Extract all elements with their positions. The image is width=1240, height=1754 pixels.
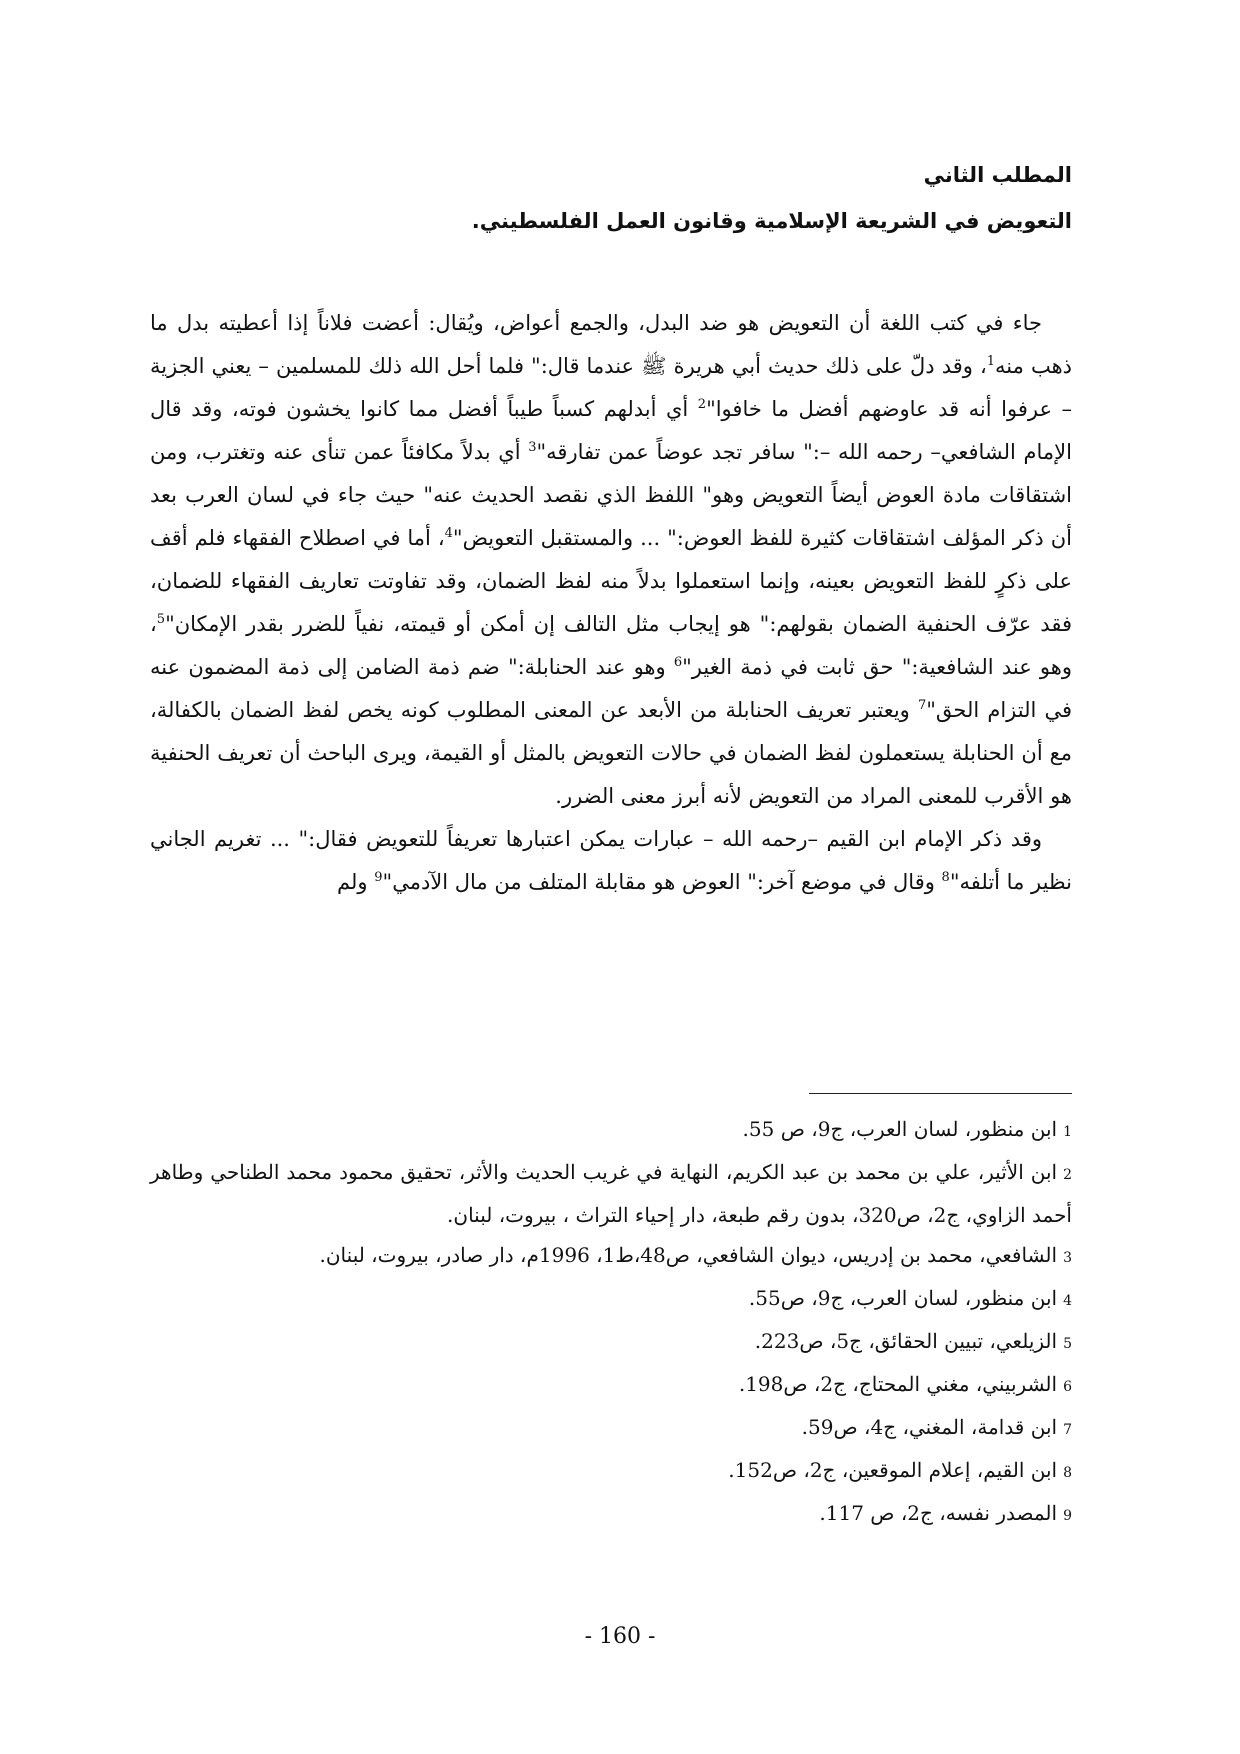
paragraph-text: ، وهو عند الشافعية:" حق ثابت في ذمة الغير" [150,612,1072,679]
footnote [150,1407,1072,1450]
footnote [150,1278,1072,1321]
footnote-number: 5 [1063,1336,1072,1352]
footnote [150,1321,1072,1364]
footnote-ref[interactable]: 7 [917,698,927,713]
footnote-number: 9 [1063,1508,1072,1524]
footnote-ref[interactable]: 3 [528,440,537,455]
footnote-number: 4 [1063,1293,1072,1309]
paragraph-text: ، أما في اصطلاح الفقهاء فلم أقف على ذكرٍ للفظ التعويض بعينه، وإنما استعملوا بدلاً منه لفظ الضمان، وقد تفاوتت تعاريف الفقهاء للضمان، فقد عرّف الحنفية الضمان بقولهم:" هو إيجاب مثل التالف إن أمكن أو قيمته، نفياً للضرر بقدر الإمكان" [150,526,1072,636]
footnote-ref[interactable]: 1 [986,354,996,369]
paragraph [150,302,1072,818]
footnote-text: ابن قدامة، المغني، ج4، ص59. [801,1415,1058,1439]
footnote-ref[interactable]: 9 [374,870,383,885]
footnote-number: 8 [1063,1465,1072,1481]
footnote-ref[interactable]: 6 [673,655,683,670]
footnote-number: 7 [1063,1422,1072,1438]
footnote-number: 3 [1063,1250,1072,1266]
footnote-text: الزيلعي، تبيين الحقائق، ج5، ص223. [754,1329,1058,1353]
footnote-ref[interactable]: 8 [941,870,950,885]
footnote [150,1493,1072,1536]
paragraph [150,818,1072,904]
paragraph-text: ويعتبر تعريف الحنابلة من الأبعد عن المعنى المطلوب كونه يخص لفظ الضمان بالكفالة، مع أن الحنابلة يستعملون لفظ الضمان في حالات التعويض بالمثل أو القيمة، ويرى الباحث أن تعريف الحنفية هو الأقرب للمعنى المراد من التعويض لأنه أبرز معنى الضرر. [150,698,1072,808]
footnote-number: 6 [1063,1379,1072,1395]
footnote-text: المصدر نفسه، ج2، ص 117. [819,1501,1058,1525]
paragraph-text: أي بدلاً مكافئاً عمن تنأى عنه وتغترب، ومن اشتقاقات مادة العوض أيضاً التعويض وهو" اللفظ الذي نقصد الحديث عنه" حيث جاء في لسان العرب بعد أن ذكر المؤلف اشتقاقات كثيرة للفظ العوض:" ... والمستقبل التعويض" [150,440,1072,550]
footnote-ref[interactable]: 2 [697,397,707,412]
footnote-number: 1 [1063,1124,1072,1140]
footnote [150,1450,1072,1493]
section-label: المطلب الثاني [923,163,1072,187]
paragraph-text: ، وقد دلّ على ذلك حديث أبي هريرة ﷺ عندما قال:" فلما أحل الله ذلك للمسلمين – يعني الجزية – عرفوا أنه قد عاوضهم أفضل ما خافوا" [150,354,1072,421]
footnote-separator [809,1093,1072,1094]
footnote-text: الشربيني، مغني المحتاج، ج2، ص198. [738,1372,1058,1396]
paragraph-text: وهو عند الحنابلة:" ضم ذمة الضامن إلى ذمة المضمون عنه في التزام الحق" [150,655,1072,722]
footnote-number: 2 [1063,1167,1072,1183]
footnote-text: الشافعي، محمد بن إدريس، ديوان الشافعي، ص48،ط1، 1996م، دار صادر، بيروت، لبنان. [319,1243,1058,1267]
footnote-ref[interactable]: 4 [444,526,453,541]
paragraph-text: أي أبدلهم كسباً طيباً أفضل مما كانوا يخشون فوته، وقد قال الإمام الشافعي– رحمه الله –:" سافر تجد عوضاً عمن تفارقه" [150,397,1072,464]
footnotes [150,1109,1072,1536]
footnote-text: ابن منظور، لسان العرب، ج9، ص 55. [742,1117,1058,1141]
paragraph-text: وقد ذكر الإمام ابن القيم –رحمه الله – عبارات يمكن اعتبارها تعريفاً للتعويض فقال:" ... تغريم الجاني نظير ما أتلفه" [150,827,1072,894]
footnote [150,1152,1072,1235]
footnote-ref[interactable]: 5 [156,612,166,627]
footnote [150,1235,1072,1278]
paragraph-text: وقال في موضع آخر:" العوض هو مقابلة المتلف من مال الآدمي" [382,870,942,894]
footnote-text: ابن الأثير، علي بن محمد بن عبد الكريم، النهاية في غريب الحديث والأثر، تحقيق محمود محمد الطناحي وطاهر أحمد الزاوي، ج2، ص320، بدون رقم طبعة، دار إحياء التراث ، بيروت، لبنان. [150,1160,1072,1227]
page-number: - 160 - [584,1624,656,1649]
paragraph-text: جاء في كتب اللغة أن التعويض هو ضد البدل، والجمع أعواض، ويُقال: أعضت فلاناً إذا أعطيته بدل ما ذهب منه [150,311,1072,378]
body-text [150,302,1072,904]
footnote-text: ابن منظور، لسان العرب، ج9، ص55. [748,1286,1058,1310]
footnote [150,1364,1072,1407]
footnote-text: ابن القيم، إعلام الموقعين، ج2، ص152. [728,1458,1058,1482]
section-title: التعويض في الشريعة الإسلامية وقانون العمل الفلسطيني. [471,209,1072,233]
footnote [150,1109,1072,1152]
paragraph-text: ولم [337,870,375,894]
